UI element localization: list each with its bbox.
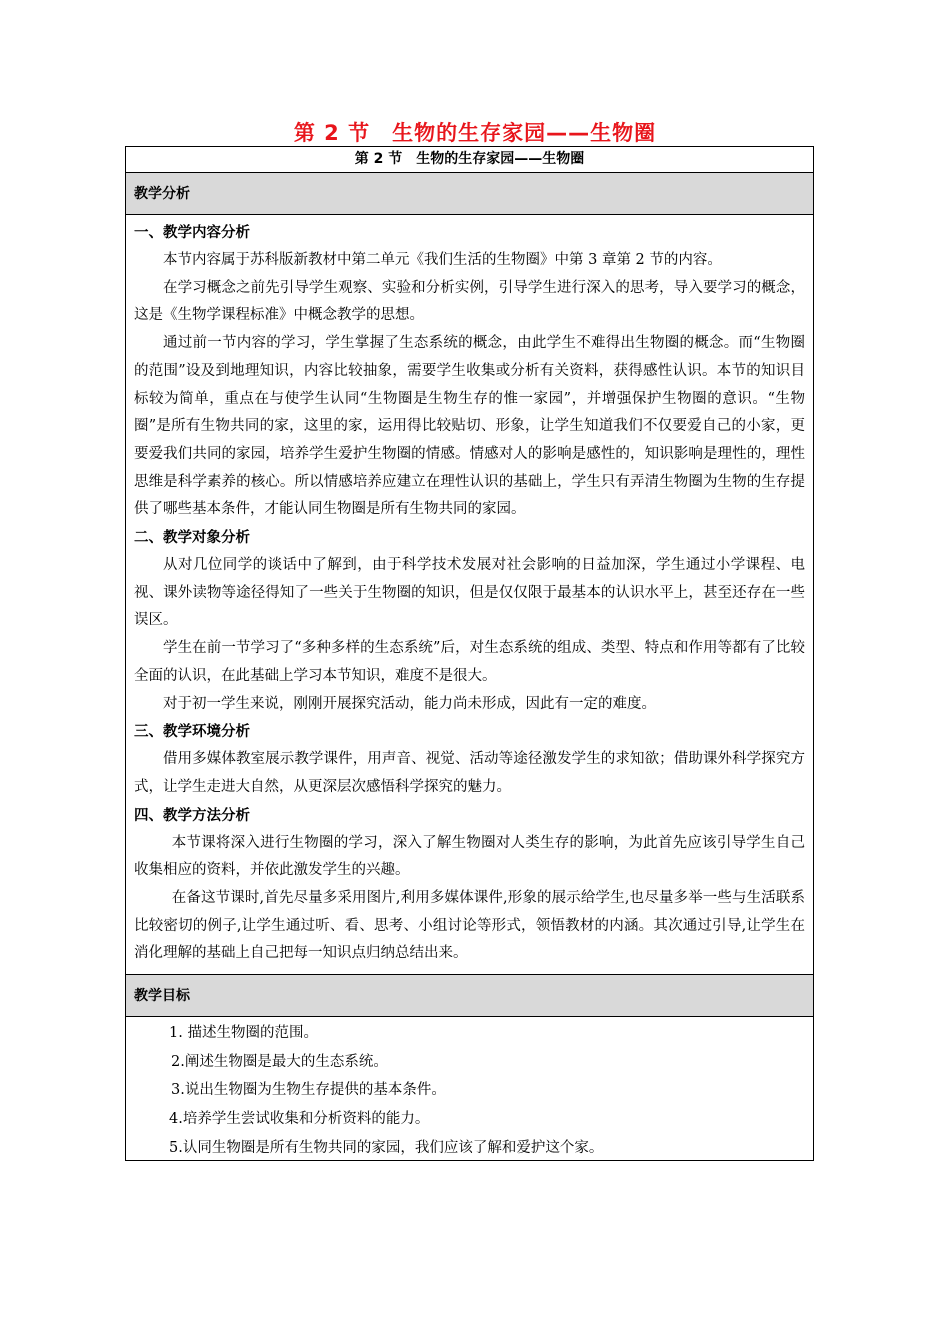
section-header-goals: 教学目标 [126, 975, 813, 1017]
heading-environment-analysis: 三、教学环境分析 [134, 724, 250, 741]
heading-audience-analysis: 二、教学对象分析 [134, 530, 250, 547]
goal-item: 3.说出生物圈为生物生存提供的基本条件。 [171, 1082, 446, 1099]
paragraph: 在备这节课时,首先尽量多采用图片,利用多媒体课件,形象的展示给学生,也尽量多举一些与生活联系比较密切的例子,让学生通过听、看、思考、小组讨论等形式，领悟教材的内涵。其次通过引导,让学生在消化理解的基础上自己把每一知识点归纳总结出来。 [134, 890, 805, 962]
table-subtitle: 第 2 节 生物的生存家园——生物圈 [126, 147, 813, 173]
document-title: 第 2 节 生物的生存家园——生物圈 [293, 121, 657, 145]
paragraph: 本节课将深入进行生物圈的学习，深入了解生物圈对人类生存的影响，为此首先应该引导学生自己收集相应的资料，并依此激发学生的兴趣。 [134, 834, 805, 879]
section-header-analysis: 教学分析 [126, 173, 813, 215]
paragraph: 借用多媒体教室展示教学课件，用声音、视觉、活动等途径激发学生的求知欲；借助课外科学探究方式，让学生走进大自然，从更深层次感悟科学探究的魅力。 [134, 751, 805, 795]
paragraph: 学生在前一节学习了“多种多样的生态系统”后，对生态系统的组成、类型、特点和作用等都有了比较全面的认识，在此基础上学习本节知识，难度不是很大。 [134, 640, 805, 684]
goal-item: 5.认同生物圈是所有生物共同的家园，我们应该了解和爱护这个家。 [169, 1139, 604, 1156]
paragraph: 对于初一学生来说，刚刚开展探究活动，能力尚未形成，因此有一定的难度。 [163, 695, 656, 712]
goal-item: 2.阐述生物圈是最大的生态系统。 [171, 1053, 388, 1070]
paragraph: 在学习概念之前先引导学生观察、实验和分析实例，引导学生进行深入的思考，导入要学习的概念，这是《生物学课程标准》中概念教学的思想。 [134, 279, 805, 324]
paragraph: 本节内容属于苏科版新教材中第二单元《我们生活的生物圈》中第 3 章第 2 节的内容。 [163, 252, 722, 268]
paragraph: 从对几位同学的谈话中了解到，由于科学技术发展对社会影响的日益加深，学生通过小学课程、电视、课外读物等途径得知了一些关于生物圈的知识，但是仅仅限于最基本的认识水平上，甚至还存在一些误区。 [134, 557, 805, 629]
goals-list [126, 1017, 813, 1160]
heading-method-analysis: 四、教学方法分析 [134, 807, 250, 824]
paragraph: 通过前一节内容的学习，学生掌握了生态系统的概念，由此学生不难得出生物圈的概念。而“生物圈的范围”设及到地理知识，内容比较抽象，需要学生收集或分析有关资料，获得感性认识。本节的知识目标较为简单，重点在与使学生认同“生物圈是生物生存的惟一家园”，并增强保护生物圈的意识。“生物圈”是所有生物共同的家，这里的家，运用得比较贴切、形象，让学生知道我们不仅要爱自己的小家，更要爱我们共同的家园，培养学生爱护生物圈的情感。情感对人的影响是感性的，知识影响是理性的，理性思维是科学素养的核心。所以情感培养应建立在理性认识的基础上，学生只有弄清生物圈为生物的生存提供了哪些基本条件，才能认同生物圈是所有生物共同的家园。 [134, 335, 805, 518]
heading-content-analysis: 一、教学内容分析 [134, 225, 250, 241]
goal-item: 4.培养学生尝试收集和分析资料的能力。 [169, 1110, 430, 1127]
lesson-plan-table [125, 146, 814, 1161]
goal-item: 1. 描述生物圈的范围。 [169, 1025, 318, 1042]
analysis-content [126, 215, 813, 975]
